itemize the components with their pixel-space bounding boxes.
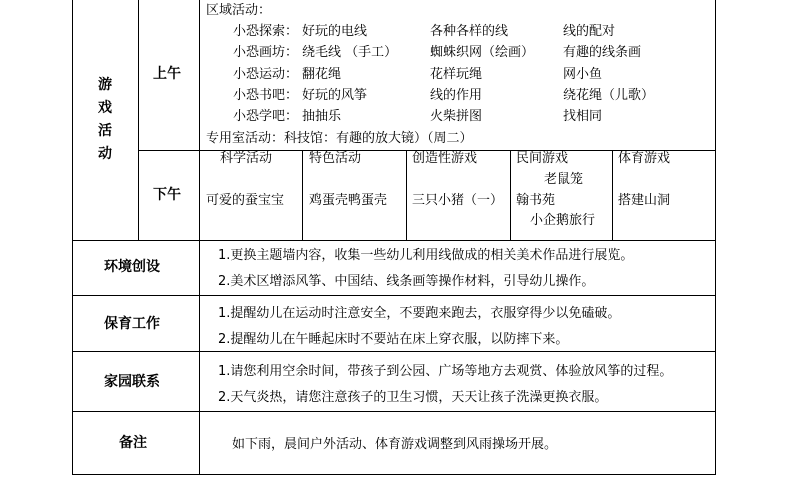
area-row-col1: 好玩的风筝 bbox=[302, 88, 368, 103]
pm-col-header-sports: 体育游戏 bbox=[618, 151, 671, 166]
environment-item: 2.美术区增添风筝、中国结、线条画等操作材料，引导幼儿操作。 bbox=[218, 274, 595, 289]
area-row-col2: 各种各样的线 bbox=[430, 24, 509, 39]
area-row-label: 小恐运动： bbox=[233, 67, 299, 82]
area-row-col2: 花样玩绳 bbox=[430, 67, 483, 82]
home-contact-label: 家园联系 bbox=[104, 374, 160, 390]
area-row-col3: 找相同 bbox=[563, 109, 603, 124]
area-row-col3: 线的配对 bbox=[563, 24, 616, 39]
area-activities-title: 区域活动： bbox=[206, 3, 272, 18]
pm-col-folk-line: 翰书苑 bbox=[516, 193, 556, 208]
notes-text: 如下雨，晨间户外活动、体育游戏调整到风雨操场开展。 bbox=[232, 437, 558, 452]
environment-item: 1.更换主题墙内容，收集一些幼儿利用线做成的相关美术作品进行展览。 bbox=[218, 248, 634, 263]
care-item: 1.提醒幼儿在运动时注意安全，不要跑来跑去，衣服穿得少以免磕破。 bbox=[218, 306, 621, 321]
pm-col-content-creative: 三只小猪（一） bbox=[412, 193, 504, 208]
afternoon-label: 下午 bbox=[153, 187, 181, 203]
area-row-col1: 绕毛线 （手工） bbox=[302, 45, 398, 60]
label-char: 活 bbox=[98, 123, 112, 139]
home-contact-item: 2.天气炎热，请您注意孩子的卫生习惯，天天让孩子洗澡更换衣服。 bbox=[218, 390, 608, 405]
pm-col-header-folk: 民间游戏 bbox=[516, 151, 569, 166]
pm-col-content-feature: 鸡蛋壳鸭蛋壳 bbox=[309, 193, 388, 208]
pm-col-content-science: 可爱的蚕宝宝 bbox=[206, 193, 285, 208]
area-row-label: 小恐学吧： bbox=[233, 109, 299, 124]
special-room-activity: 专用室活动：科技馆：有趣的放大镜）（周二） bbox=[206, 131, 473, 146]
area-row-col1: 好玩的电线 bbox=[302, 24, 368, 39]
label-char: 动 bbox=[98, 146, 112, 162]
care-item: 2.提醒幼儿在午睡起床时不要站在床上穿衣服，以防摔下来。 bbox=[218, 332, 569, 347]
pm-col-header-feature: 特色活动 bbox=[309, 151, 362, 166]
care-label: 保育工作 bbox=[104, 316, 160, 332]
area-row-label: 小恐探索： bbox=[233, 24, 299, 39]
pm-col-header-creative: 创造性游戏 bbox=[412, 151, 478, 166]
label-char: 游 bbox=[98, 77, 112, 93]
pm-col-folk-line: 小企鹅旅行 bbox=[530, 213, 596, 228]
area-row-label: 小恐书吧： bbox=[233, 88, 299, 103]
area-row-col1: 抽抽乐 bbox=[302, 109, 342, 124]
game-activities-label bbox=[93, 74, 117, 166]
pm-col-header-science: 科学活动 bbox=[220, 151, 273, 166]
area-row-col3: 网小鱼 bbox=[563, 67, 603, 82]
area-row-col1: 翻花绳 bbox=[302, 67, 342, 82]
home-contact-item: 1.请您利用空余时间，带孩子到公园、广场等地方去观赏、体验放风筝的过程。 bbox=[218, 364, 673, 379]
label-char: 戏 bbox=[98, 100, 112, 116]
area-row-label: 小恐画坊： bbox=[233, 45, 299, 60]
area-row-col2: 蜘蛛织网（绘画） bbox=[430, 45, 535, 60]
environment-label: 环境创设 bbox=[104, 259, 160, 275]
area-row-col3: 有趣的线条画 bbox=[563, 45, 642, 60]
pm-col-folk-line: 老鼠笼 bbox=[544, 172, 584, 187]
pm-col-content-sports: 搭建山洞 bbox=[618, 193, 671, 208]
area-row-col2: 火柴拼图 bbox=[430, 109, 483, 124]
morning-label: 上午 bbox=[153, 66, 181, 82]
notes-label: 备注 bbox=[119, 435, 147, 451]
area-row-col2: 线的作用 bbox=[430, 88, 483, 103]
area-row-col3: 绕花绳（儿歌） bbox=[563, 88, 655, 103]
